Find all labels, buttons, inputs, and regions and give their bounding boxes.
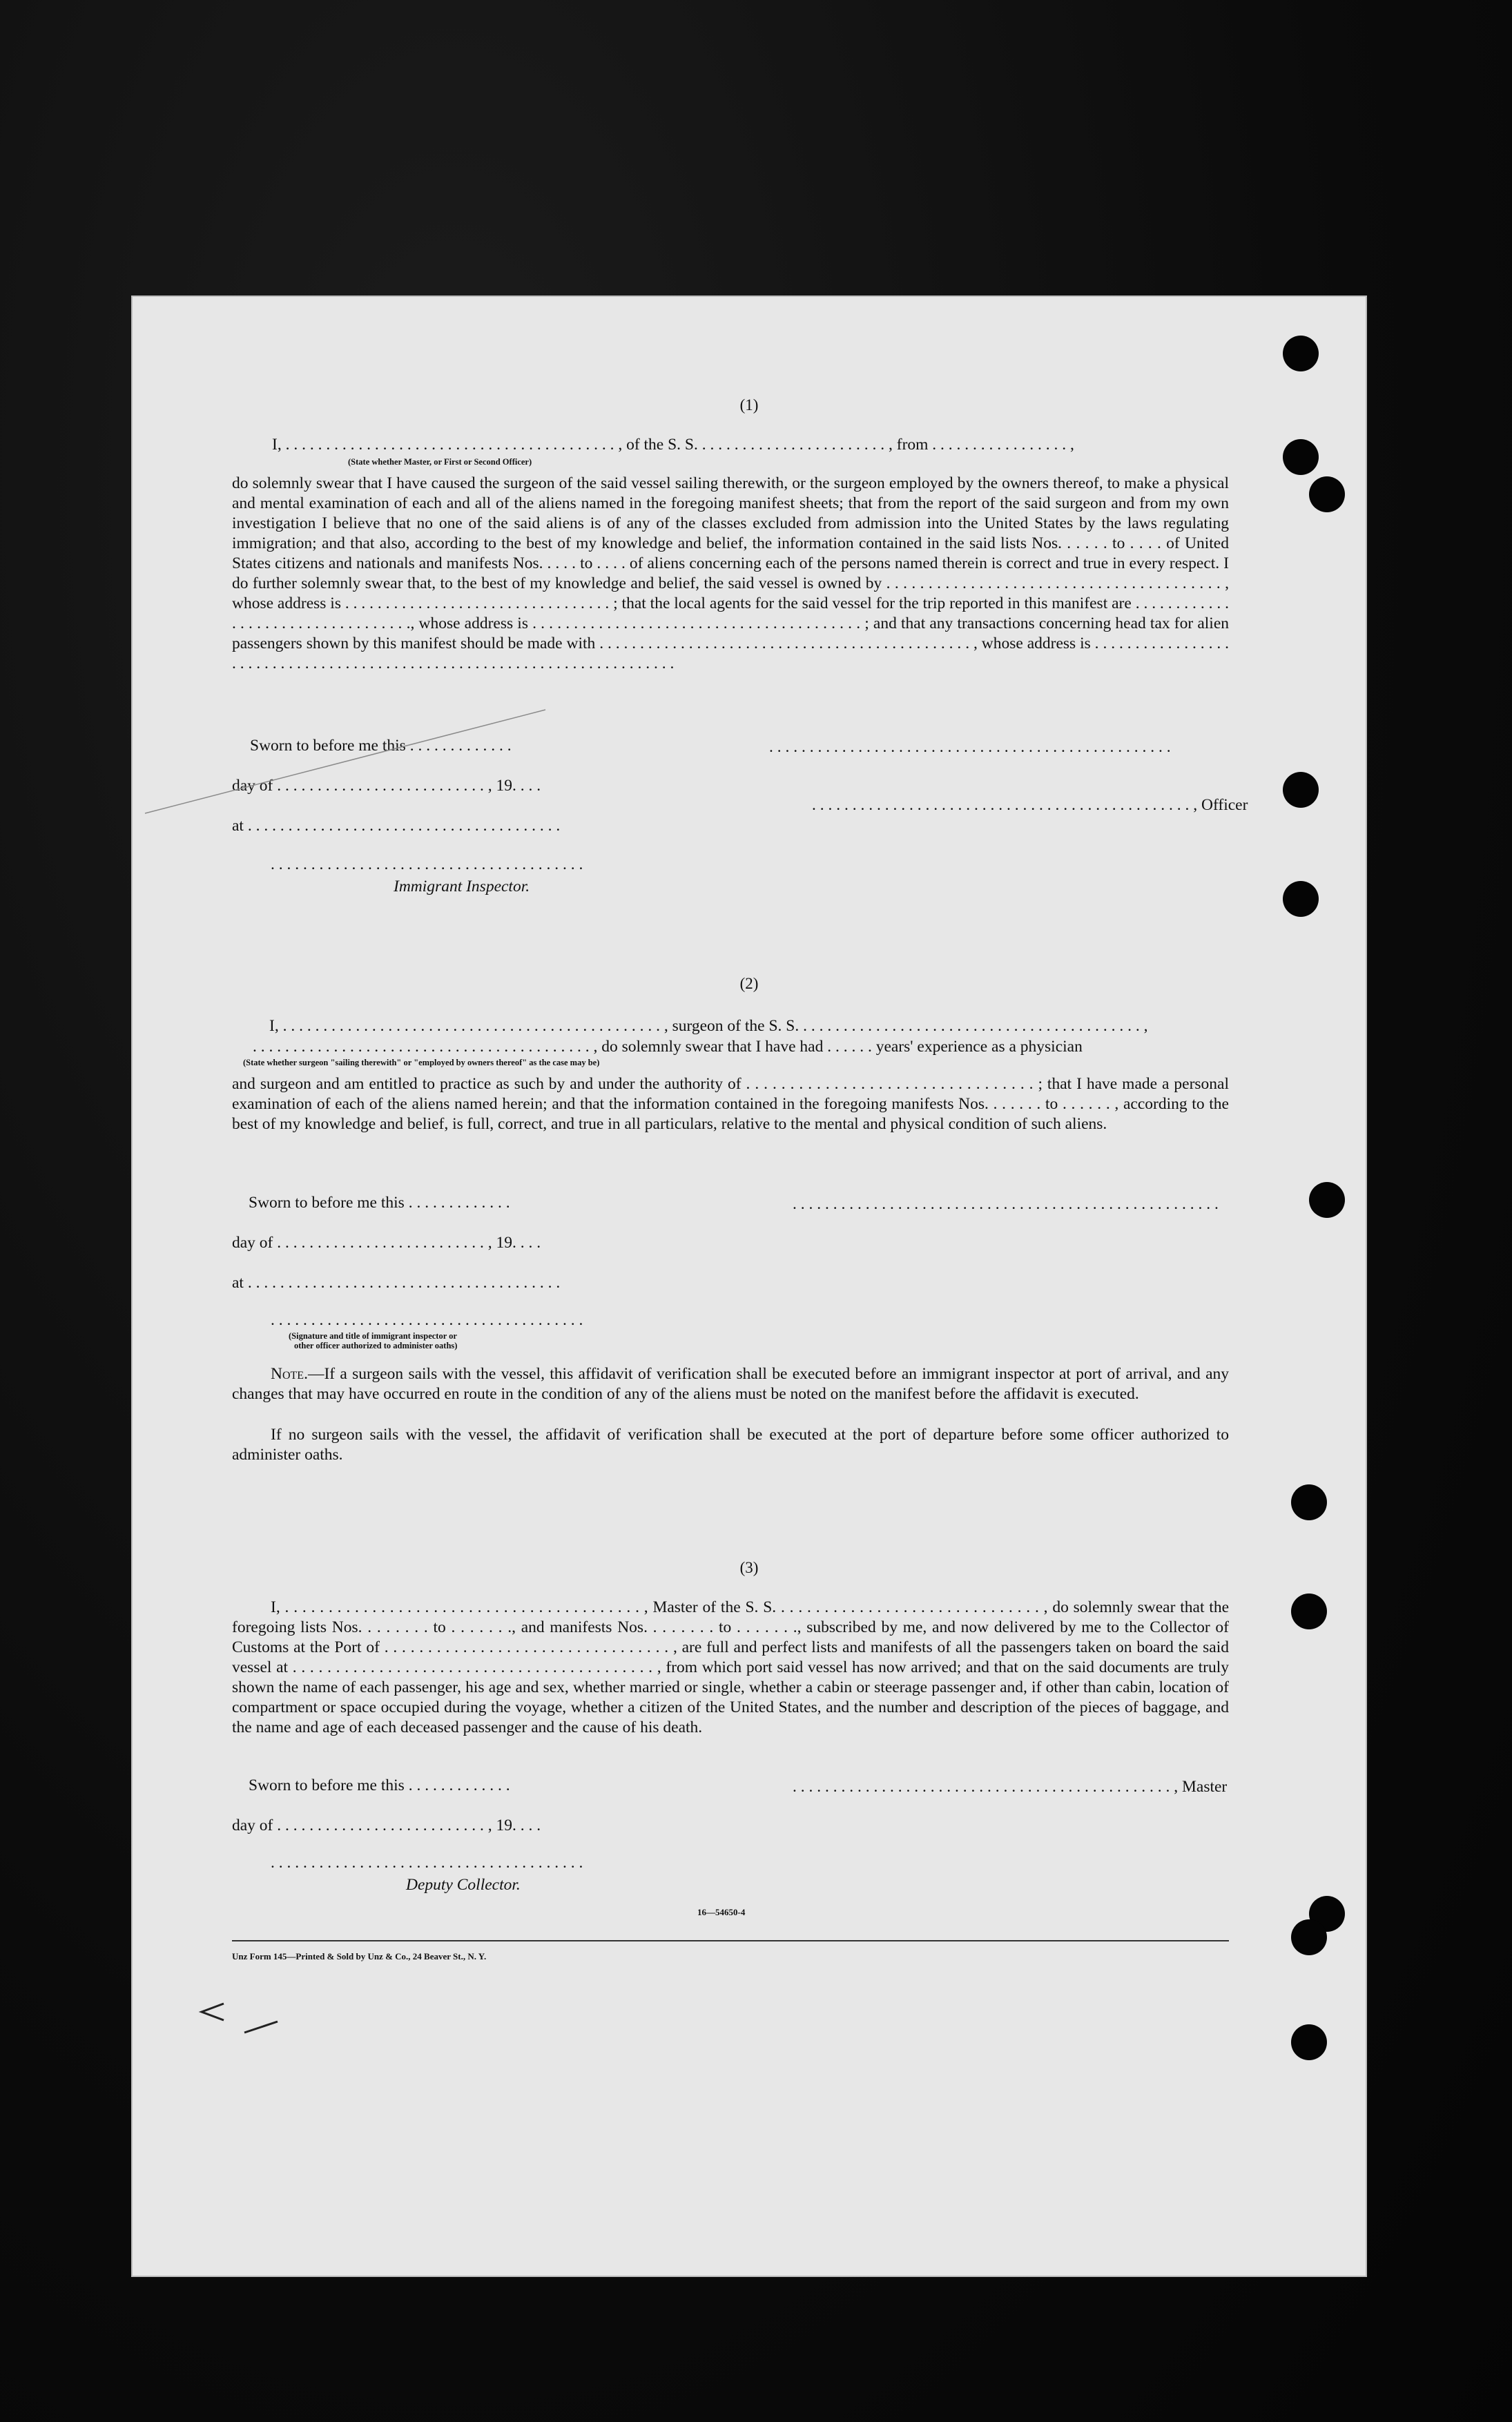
section-3-day: day of . . . . . . . . . . . . . . . . . . . . . . . . . . , 19. . . . — [232, 1816, 541, 1834]
diagonal-pencil-line — [131, 682, 559, 820]
form-number: 16—54650-4 — [697, 1907, 746, 1917]
binder-hole — [1309, 1182, 1345, 1218]
section-3-signer-title: Deputy Collector. — [406, 1876, 521, 1894]
section-3-signature-line: . . . . . . . . . . . . . . . . . . . . . . . . . . . . . . . . . . . . . . . — [271, 1854, 583, 1872]
section-3-body: I, . . . . . . . . . . . . . . . . . . . . . . . . . . . . . . . . . . . . . . . . . , Master of the S. S. . . . . . . . . . . . . . . . . . . . . . . . . . . . . . . , do solemnly swear that the foregoing lists Nos. . . . . . . . to . . . . . . ., and manifests Nos. . . . . . . . to . . . . . . ., subscribed by me, and now delivered by me to the Collector of Customs at the Port of . . . . . . . . . . . . . . . . . . . . . . . . . . . . . . . . . , are full and perfect lists and manifests of all the passengers taken on board the said vessel at . . . . . . . . . . . . . . . . . . . . . . . . . . . . . . . . . . . . . . . . . . , from which port said vessel has now arrived; and that on the said documents are truly shown the name of each passenger, his age and sex, whether married or single, whether a cabin or steerage passenger and, if other than cabin, location of compartment or space occupied during the voyage, whether a citizen of the United States, and the number and description of the pieces of baggage, and the name and age of each deceased passenger and the cause of his death. — [232, 1598, 1229, 1736]
binder-hole — [1283, 439, 1319, 475]
section-1-sworn: Sworn to before me this . . . . . . . . . . . . . — [250, 737, 512, 755]
section-2-sworn: Sworn to before me this . . . . . . . . . . . . . — [249, 1194, 510, 1212]
note-label: Note. — [271, 1365, 308, 1383]
section-2-body: and surgeon and am entitled to practice as such by and under the authority of . . . . . . . . . . . . . . . . . . . . . . . . . . . . . . . . . ; that I have made a personal examination of each of the aliens named herein; and that the information contained in the foregoing manifests Nos. . . . . . . to . . . . . . , according to the best of my knowledge and belief, is full, correct, and true in all particulars, relative to the mental and physical condition of such aliens. — [232, 1075, 1229, 1133]
binder-hole — [1283, 336, 1319, 371]
printer-imprint: Unz Form 145—Printed & Sold by Unz & Co., 24 Beaver St., N. Y. — [232, 1951, 487, 1961]
note-text-1: —If a surgeon sails with the vessel, this affidavit of verification shall be executed before an immigrant inspector at port of arrival, and any changes that may have occurred en route in the condition of any of the aliens must be noted on the manifest before the affidavit is executed. — [232, 1365, 1229, 1403]
binder-hole — [1283, 881, 1319, 917]
binder-hole — [1291, 1919, 1327, 1955]
section-1-officer-note: (State whether Master, or First or Second Officer) — [348, 457, 532, 467]
section-2-number: (2) — [739, 975, 759, 992]
section-2-at: at . . . . . . . . . . . . . . . . . . . . . . . . . . . . . . . . . . . . . . . — [232, 1274, 561, 1292]
section-2-line-2: . . . . . . . . . . . . . . . . . . . . . . . . . . . . . . . . . . . . . . . . . . , do solemnly swear that I have had . . . . . . years' experience as a physician — [253, 1038, 1083, 1056]
section-1-body: do solemnly swear that I have caused the surgeon of the said vessel sailing therewith, or the surgeon employed by the owners thereof, to make a physical and mental examination of each and all of the aliens named in the foregoing manifest sheets; that from the report of the said surgeon and from my own investigation I believe that no one of the said aliens is of any of the classes excluded from admission into the United States by the laws regulating immigration; and that also, according to the best of my knowledge and belief, the information contained in the said lists Nos. . . . . . to . . . . of United States citizens and nationals and manifests Nos. . . . . to . . . . of aliens concerning each of the persons named therein is correct and true in every respect. I do further solemnly swear that, to the best of my knowledge and belief, the said vessel is owned by . . . . . . . . . . . . . . . . . . . . . . . . . . . . . . . . . . . . . . . . , whose address is . . . . . . . . . . . . . . . . . . . . . . . . . . . . . . . . . ; that the local agents for the said vessel for the trip reported in this manifest are . . . . . . . . . . . . . . . . . . . . . . . . . . . . . . . . . ., whose address is . . . . . . . . . . . . . . . . . . . . . . . . . . . . . . . . . . . . . . . . ; and that any transactions concerning head tax for alien passengers shown by this manifest should be made with . . . . . . . . . . . . . . . . . . . . . . . . . . . . . . . . . . . . . . . . . . . . . . , whose address is . . . . . . . . . . . . . . . . . . . . . . . . . . . . . . . . . . . . . . . . . . . . . . . . . . . . . . . . . . . . . . . . . . . . . . . . — [232, 474, 1229, 672]
section-1-at: at . . . . . . . . . . . . . . . . . . . . . . . . . . . . . . . . . . . . . . . — [232, 817, 561, 835]
section-3-number: (3) — [739, 1559, 759, 1576]
binder-hole — [1283, 772, 1319, 808]
binder-hole — [1309, 476, 1345, 512]
section-2-signature-line: . . . . . . . . . . . . . . . . . . . . . . . . . . . . . . . . . . . . . . . — [271, 1311, 583, 1329]
section-1-day: day of . . . . . . . . . . . . . . . . . . . . . . . . . . , 19. . . . — [232, 777, 541, 795]
note-paragraph-1 — [232, 1364, 1229, 1404]
section-2-line-1: I, . . . . . . . . . . . . . . . . . . . . . . . . . . . . . . . . . . . . . . . . . . . . . . . , surgeon of the S. S. . . . . . . . . . . . . . . . . . . . . . . . . . . . . . . . . . . . . . . . . . . , — [269, 1017, 1148, 1035]
section-1-officer-signature: . . . . . . . . . . . . . . . . . . . . . . . . . . . . . . . . . . . . . . . . . . . . . . . , Officer — [812, 796, 1248, 814]
pencil-mark — [196, 1997, 286, 2038]
binder-hole — [1291, 1484, 1327, 1520]
section-3-sworn: Sworn to before me this . . . . . . . . . . . . . — [249, 1776, 510, 1794]
section-1-signer-title: Immigrant Inspector. — [394, 878, 530, 895]
section-1-right-signature-line: . . . . . . . . . . . . . . . . . . . . . . . . . . . . . . . . . . . . . . . . . . . . . . . . . . — [769, 738, 1171, 756]
section-1-signature-line: . . . . . . . . . . . . . . . . . . . . . . . . . . . . . . . . . . . . . . . — [271, 855, 583, 873]
note-paragraph-2: If no surgeon sails with the vessel, the affidavit of verification shall be executed at the port of departure before some officer authorized to administer oaths. — [232, 1426, 1229, 1464]
section-2-signature-note-1: (Signature and title of immigrant inspector or — [289, 1331, 457, 1341]
section-2-signature-note-2: other officer authorized to administer oaths) — [294, 1341, 458, 1350]
section-1-number: (1) — [739, 396, 759, 414]
binder-hole — [1291, 1593, 1327, 1629]
section-2-day: day of . . . . . . . . . . . . . . . . . . . . . . . . . . , 19. . . . — [232, 1234, 541, 1252]
section-2-right-signature-line: . . . . . . . . . . . . . . . . . . . . . . . . . . . . . . . . . . . . . . . . . . . . . . . . . . . . . — [793, 1195, 1219, 1213]
footer-rule — [232, 1940, 1229, 1941]
binder-hole — [1291, 2024, 1327, 2060]
section-1-line-1: I, . . . . . . . . . . . . . . . . . . . . . . . . . . . . . . . . . . . . . . . . . , of the S. S. . . . . . . . . . . . . . . . . . . . . . . . , from . . . . . . . . . . . . . . . . . , — [272, 436, 1074, 454]
section-3-master-signature: . . . . . . . . . . . . . . . . . . . . . . . . . . . . . . . . . . . . . . . . . . . . . . . , Master — [793, 1778, 1228, 1796]
section-2-surgeon-note: (State whether surgeon "sailing therewith" or "employed by owners thereof" as the case may be) — [243, 1058, 600, 1067]
manifest-form-page — [131, 296, 1367, 2277]
